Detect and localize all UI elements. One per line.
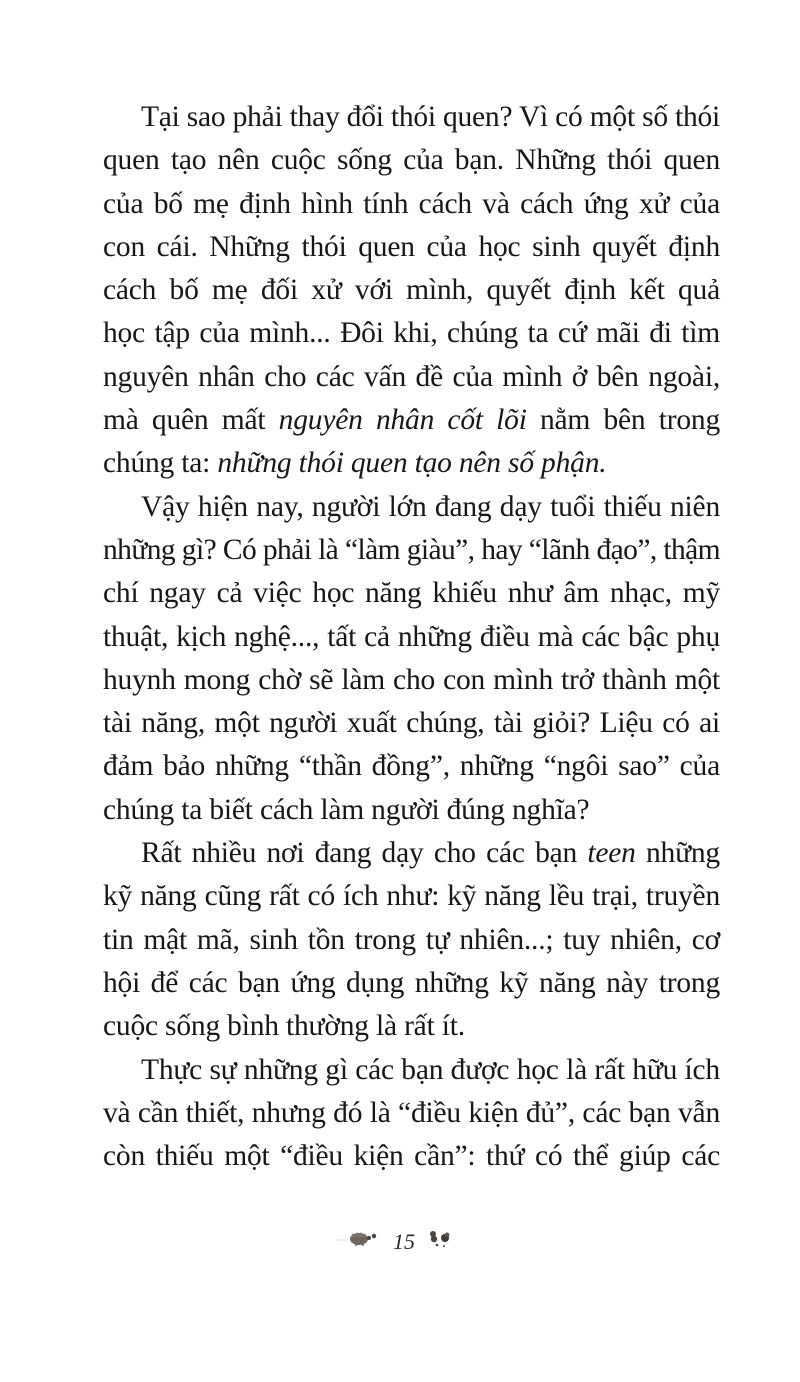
text-run: con cái. Những thói quen của học sinh quyết định [103, 230, 720, 263]
italic-emphasis: teen [587, 837, 636, 870]
text-run: đảm bảo những “thần đồng”, những “ngôi sao” của [103, 750, 720, 783]
text-line [103, 1135, 720, 1178]
text-line [103, 1005, 720, 1048]
text-run: cách bố mẹ đối xử với mình, quyết định kết quả [103, 274, 720, 307]
text-run: tin mật mã, sinh tồn trong tự nhiên...; tuy nhiên, cơ [103, 923, 720, 956]
text-line [103, 269, 720, 312]
text-run: cuộc sống bình thường là rất ít. [103, 1010, 465, 1043]
text-line [103, 962, 720, 1005]
text-run: tài năng, một người xuất chúng, tài giỏi? Liệu có ai [103, 707, 720, 740]
text-run: Rất nhiều nơi đang dạy cho các bạn [141, 837, 588, 870]
text-run: chúng ta biết cách làm người đúng nghĩa? [103, 793, 590, 826]
text-line [103, 312, 720, 355]
text-line [103, 832, 720, 875]
text-line [103, 183, 720, 226]
flower-ornament-icon [425, 1228, 465, 1255]
text-run: Thực sự những gì các bạn được học là rất hữu ích [141, 1053, 720, 1086]
text-line [103, 789, 720, 832]
text-run: nguyên nhân cho các vấn đề của mình ở bên ngoài, [103, 360, 720, 393]
text-line [103, 1092, 720, 1135]
text-run: còn thiếu một “điều kiện cần”: thứ có thể giúp các [103, 1140, 720, 1173]
text-line [103, 226, 720, 269]
text-run: nằm bên trong [526, 404, 720, 437]
text-line [103, 486, 720, 529]
text-run: thuật, kịch nghệ..., tất cả những điều mà các bậc phụ [103, 620, 720, 653]
text-run: của bố mẹ định hình tính cách và cách ứng xử của [103, 187, 720, 220]
text-run: những gì? Có phải là “làm giàu”, hay “lãnh đạo”, thậm [103, 533, 720, 566]
text-line [103, 616, 720, 659]
text-run: kỹ năng cũng rất có ích như: kỹ năng lều trại, truyền [103, 880, 720, 913]
text-run: huynh mong chờ sẽ làm cho con mình trở thành một [103, 663, 720, 696]
text-line [103, 919, 720, 962]
text-run: hội để các bạn ứng dụng những kỹ năng này trong [103, 966, 720, 999]
text-line [103, 1049, 720, 1092]
body-text [103, 96, 720, 1178]
text-run: quen tạo nên cuộc sống của bạn. Những thói quen [103, 144, 720, 177]
page-number: 15 [393, 1228, 415, 1254]
text-line [103, 399, 720, 442]
italic-emphasis: nguyên nhân cốt lõi [278, 404, 527, 437]
text-run: chúng ta: [103, 447, 218, 480]
text-line [103, 875, 720, 918]
text-line [103, 659, 720, 702]
text-line [103, 745, 720, 788]
text-run: mà quên mất [103, 404, 279, 437]
text-line [103, 572, 720, 615]
text-line [103, 139, 720, 182]
page-footer [0, 1228, 800, 1255]
text-line [103, 96, 720, 139]
text-run: và cần thiết, nhưng đó là “điều kiện đủ”, các bạn vẫn [103, 1096, 720, 1129]
text-line [103, 356, 720, 399]
text-run: Tại sao phải thay đổi thói quen? Vì có một số thói [141, 101, 721, 133]
text-line [103, 529, 720, 572]
text-run: học tập của mình... Đôi khi, chúng ta cứ mãi đi tìm [103, 317, 720, 350]
text-line [103, 702, 720, 745]
text-line [103, 442, 720, 485]
text-run: chí ngay cả việc học năng khiếu như âm nhạc, mỹ [103, 577, 720, 610]
italic-emphasis: những thói quen tạo nên số phận. [217, 447, 607, 480]
text-run: Vậy hiện nay, người lớn đang dạy tuổi thiếu niên [141, 490, 720, 523]
hedgehog-ornament-icon [335, 1228, 383, 1255]
text-run: những [635, 837, 720, 870]
